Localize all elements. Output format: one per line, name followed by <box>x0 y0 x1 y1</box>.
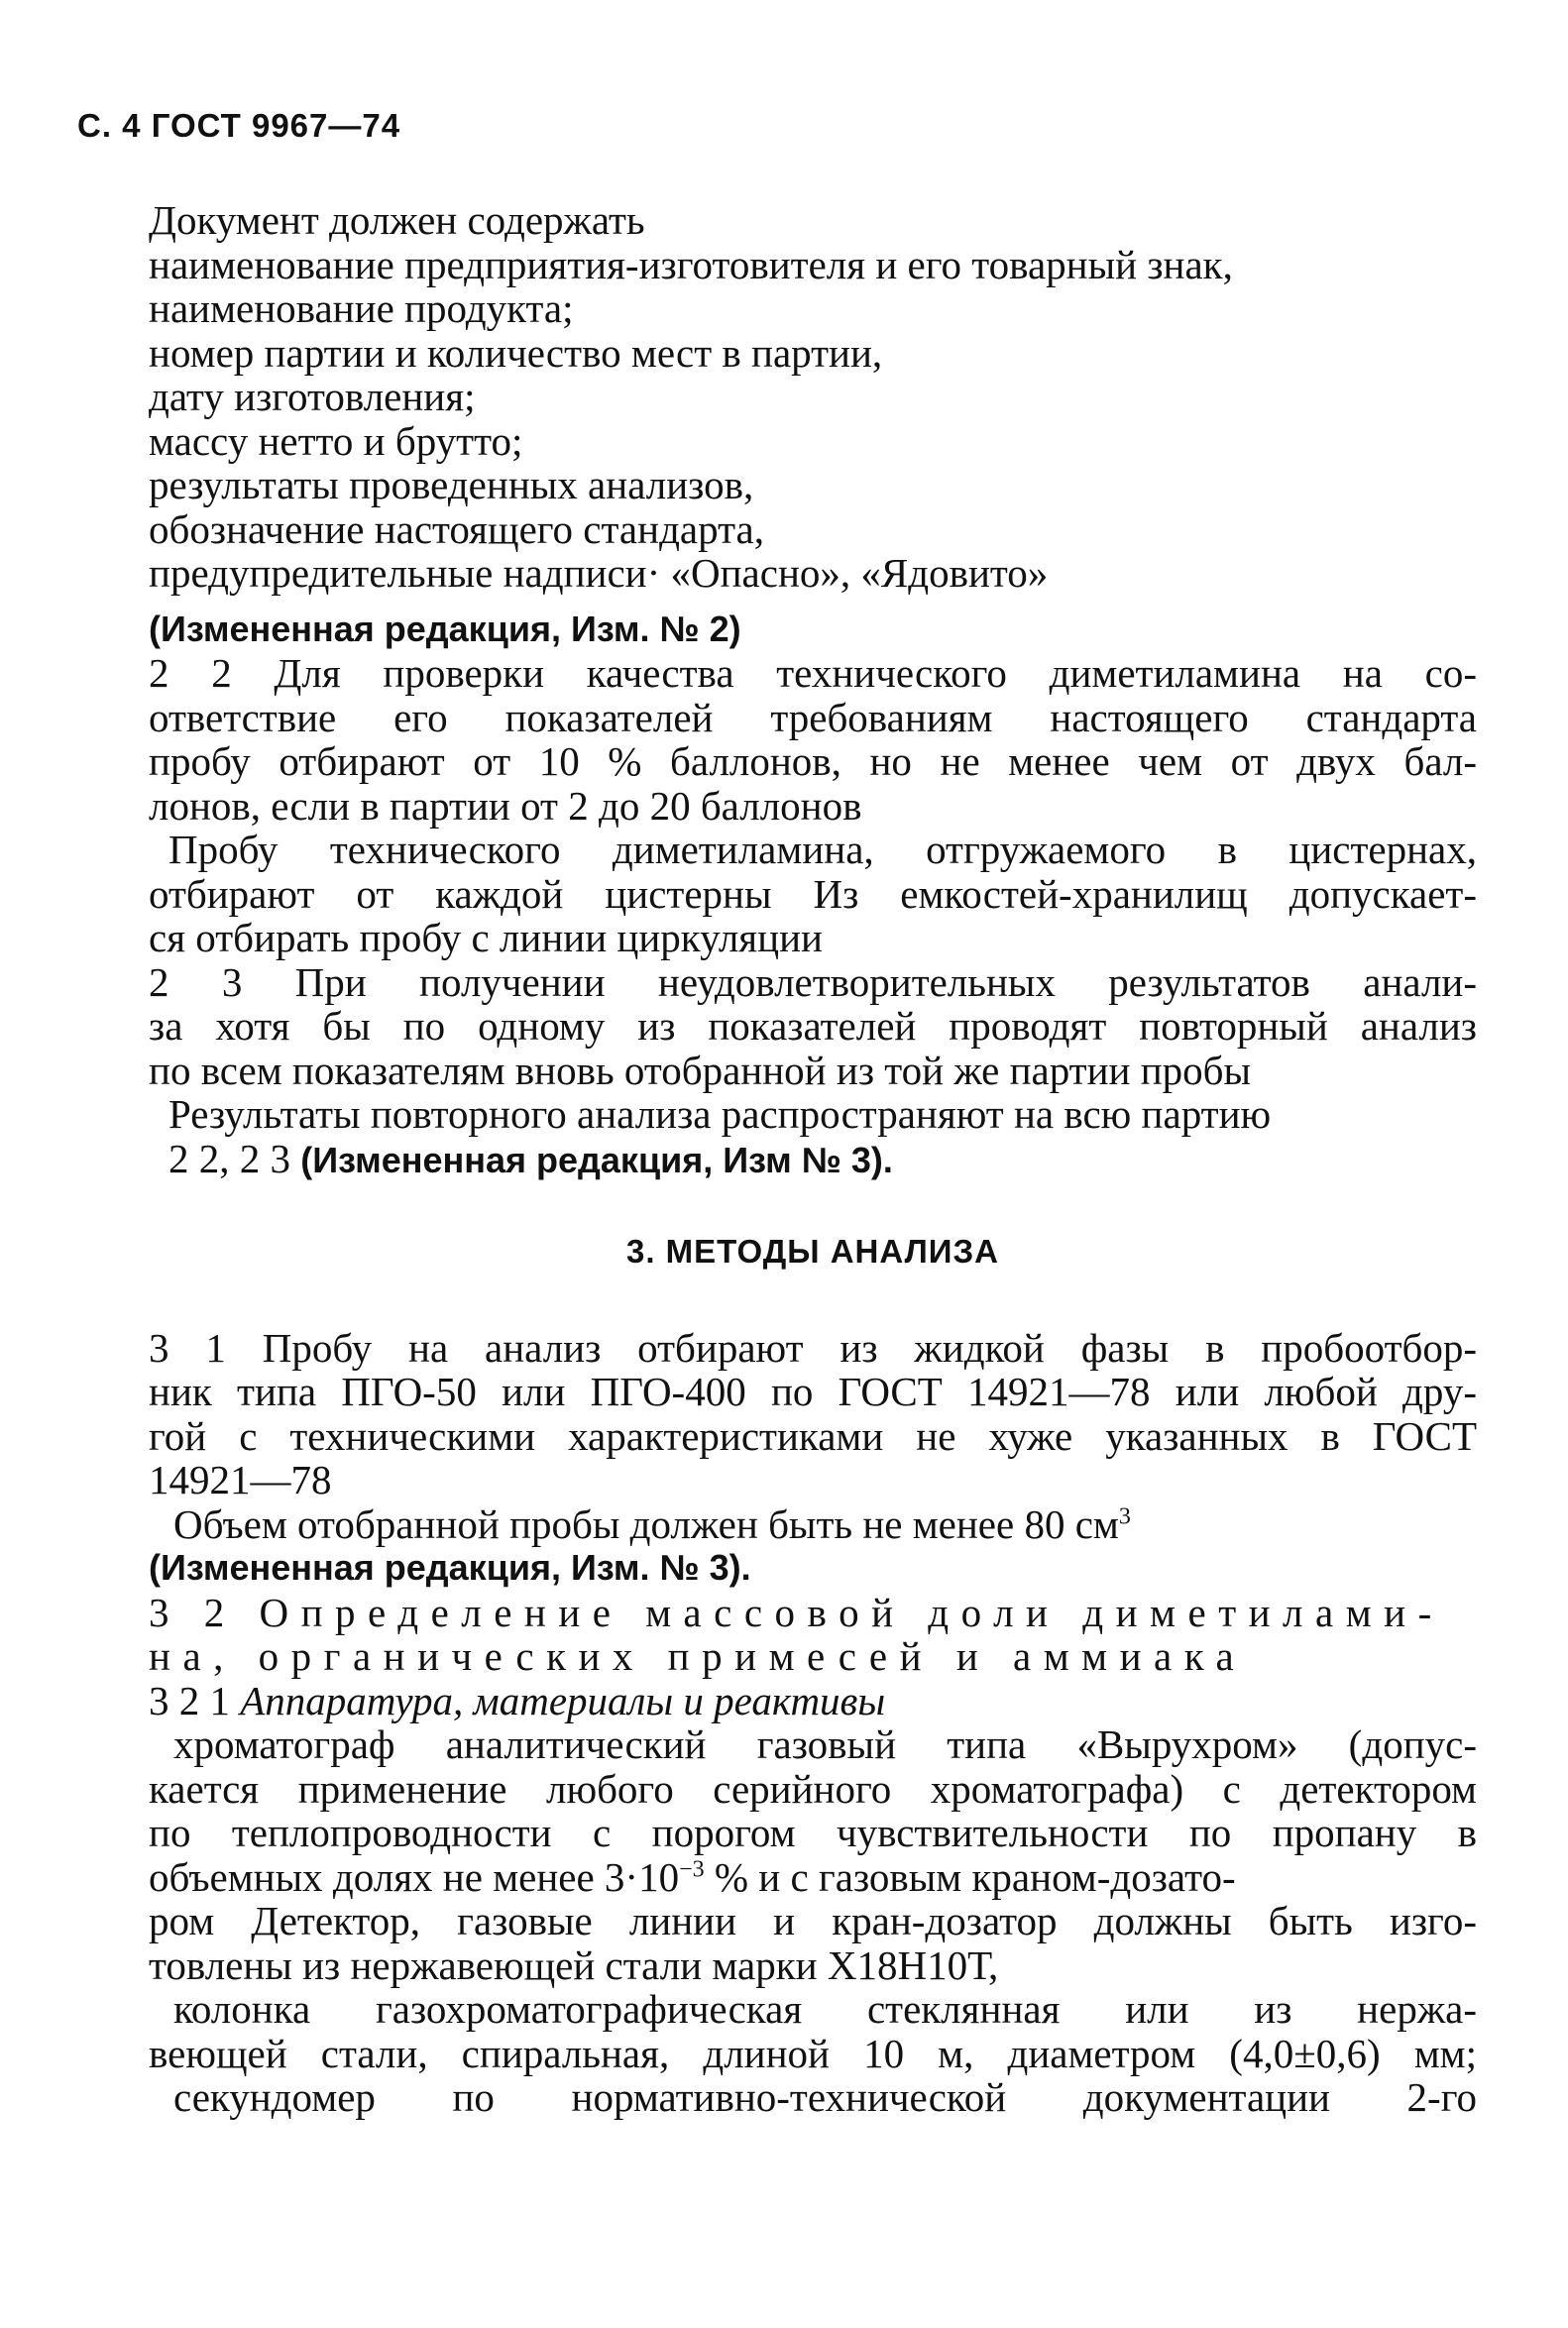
paragraph-line: по всем показателям вновь отобранной из той же партии пробы <box>149 1047 1252 1093</box>
paragraph-line: отбирают от каждой цистерны Из емкостей-хранилищ допускает- <box>149 870 1477 917</box>
paragraph-line: товлены из нержавеющей стали марки Х18Н10Т, <box>149 1941 999 1988</box>
paragraph-line: 3 2 Определение массовой доли диметилами- <box>149 1589 1444 1635</box>
doc-list-item: наименование продукта; <box>149 285 574 331</box>
paragraph-line <box>149 1855 1477 1900</box>
paragraph-line: колонка газохроматографическая стеклянная или из нержа- <box>173 1986 1477 2032</box>
paragraph-line: гой с техническими характеристиками не хуже указанных в ГОСТ <box>149 1412 1477 1459</box>
paragraph-line: 2 2 Для проверки качества технического диметиламина на со- <box>149 650 1477 696</box>
amendment-note: (Измененная редакция, Изм № 3). <box>300 1139 893 1180</box>
sensitivity-exponent: −3 <box>679 1855 705 1882</box>
amendment-prefix: 2 2, 2 3 <box>168 1135 301 1181</box>
subsection-heading <box>149 1679 1477 1723</box>
amendment-line <box>149 1137 1477 1183</box>
paragraph-line: кается применение любого серийного хроматографа) с детектором <box>149 1765 1477 1812</box>
doc-list-intro: Документ должен содержать <box>149 197 645 243</box>
amendment-note: (Измененная редакция, Изм. № 3). <box>149 1547 751 1588</box>
paragraph-line: 2 3 При получении неудовлетворительных результатов анали- <box>149 958 1477 1005</box>
paragraph-line: 3 1 Пробу на анализ отбирают из жидкой фазы в пробоотбор- <box>149 1324 1477 1371</box>
paragraph-line: по теплопроводности с порогом чувствительности по пропану в <box>149 1810 1477 1855</box>
document-body <box>149 198 1477 2120</box>
paragraph-line: веющей стали, спиральная, длиной 10 м, диаметром (4,0±0,6) мм; <box>149 2030 1477 2076</box>
doc-list-item: результаты проведенных анализов, <box>149 462 754 507</box>
sensitivity-text-end: % и с газовым краном-дозато- <box>704 1853 1236 1900</box>
paragraph-line: Результаты повторного анализа распространяют на всю партию <box>168 1091 1272 1137</box>
paragraph-line: на, органических примесей и аммиака <box>149 1633 1247 1679</box>
subsection-title: Аппаратура, материалы и реактивы <box>240 1677 886 1723</box>
volume-text: Объем отобранной пробы должен быть не менее 80 см <box>173 1500 1119 1547</box>
paragraph-line <box>149 1502 1477 1547</box>
paragraph-line: ответствие его показателей требованиям настоящего стандарта <box>149 694 1477 740</box>
paragraph-line: пробу отбирают от 10 % баллонов, но не менее чем от двух бал- <box>149 738 1477 784</box>
paragraph-line: ник типа ПГО-50 или ПГО-400 по ГОСТ 14921—78 или любой дру- <box>149 1369 1477 1414</box>
paragraph-line: Пробу технического диметиламина, отгружаемого в цистернах, <box>168 827 1477 872</box>
amendment-note: (Измененная редакция, Изм. № 2) <box>149 608 741 649</box>
paragraph-line: хроматограф аналитический газовый типа «Вырухром» (допус- <box>173 1721 1477 1767</box>
subsection-number: 3 2 1 <box>149 1677 241 1723</box>
paragraph-line: секундомер по нормативно-технической документации 2-го <box>173 2074 1477 2120</box>
sensitivity-text: объемных долях не менее 3·10 <box>149 1853 680 1900</box>
paragraph-line: за хотя бы по одному из показателей проводят повторный анализ <box>149 1003 1477 1049</box>
doc-list-item: обозначение настоящего стандарта, <box>149 505 764 552</box>
doc-list-item: наименование предприятия-изготовителя и его товарный знак, <box>149 241 1233 287</box>
paragraph-line: ся отбирать пробу с линии циркуляции <box>149 915 823 960</box>
paragraph-line: лонов, если в партии от 2 до 20 баллонов <box>149 782 862 829</box>
volume-unit-superscript: 3 <box>1118 1502 1131 1529</box>
page-header: С. 4 ГОСТ 9967—74 <box>77 107 401 144</box>
paragraph-line: ром Детектор, газовые линии и кран-дозатор должны быть изго- <box>149 1898 1477 1943</box>
section-title: 3. МЕТОДЫ АНАЛИЗА <box>625 1233 1000 1270</box>
doc-list-item: массу нетто и брутто; <box>149 417 523 464</box>
doc-list-item: номер партии и количество мест в партии, <box>149 329 883 376</box>
doc-list-item: дату изготовления; <box>149 374 476 419</box>
doc-list-item: предупредительные надписи· «Опасно», «Ядовито» <box>149 550 1049 596</box>
paragraph-line: 14921—78 <box>149 1457 332 1502</box>
